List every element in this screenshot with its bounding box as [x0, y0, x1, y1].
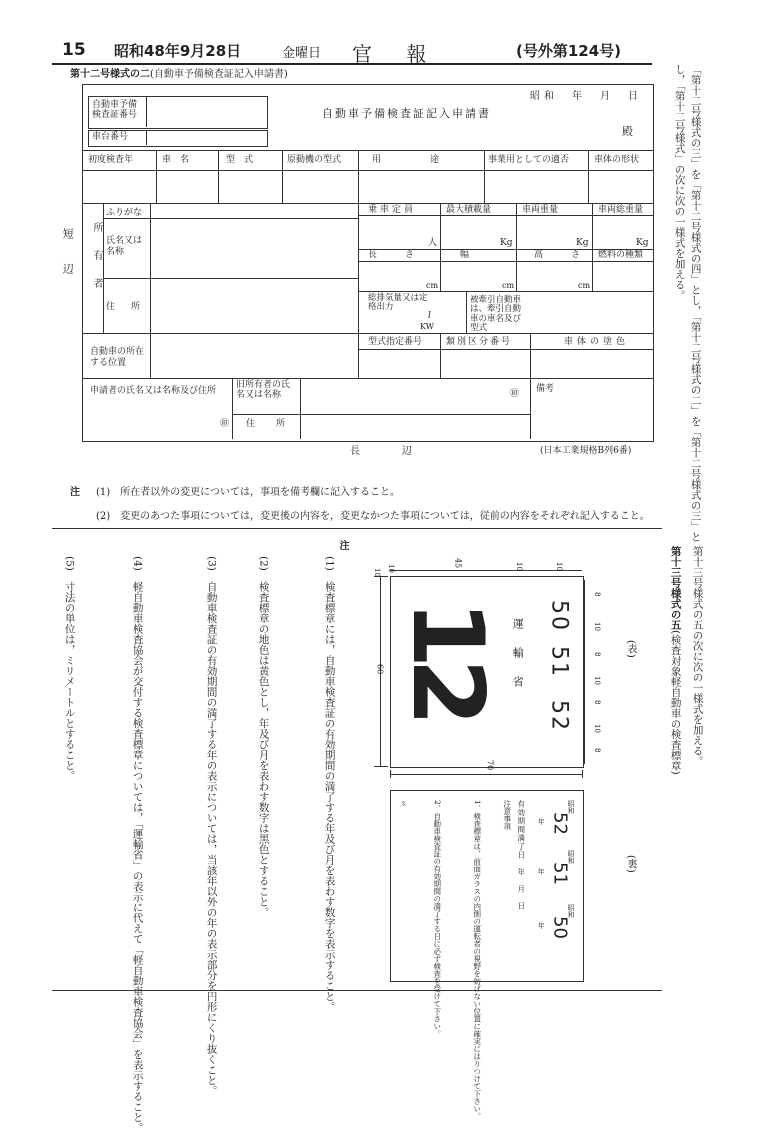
addressee: 殿 [622, 125, 633, 138]
issue-date: 昭和48年9月28日 [114, 42, 242, 60]
form13-note-5: (5) 寸法の単位は，ミリメートルとすること。 [63, 556, 76, 781]
location-label: 自動車の所在する位置 [90, 347, 145, 368]
spec-class-no: 類別区分番号 [446, 337, 513, 347]
back-year-1: 52 [549, 812, 571, 835]
form13-notes-label: 注 [337, 540, 348, 550]
chassis-label: 車台番号 [92, 132, 129, 142]
section-divider [52, 528, 662, 529]
owner-address-label: 住所 [106, 302, 157, 312]
prev-owner-seal: ㊞ [510, 389, 520, 399]
note-2: (2) 変更のあつた事項については，変更後の内容を，変更なかつた事項については，従前の内容をそれぞれ記入すること。 [96, 511, 650, 522]
margin-text-1: 「第十二号様式の三」を「第十二号様式の四」とし，「第十二号様式の二」を「第十二号様式の三」と [689, 64, 702, 542]
dim-height: 高さ [534, 250, 609, 260]
furigana-label: ふりがな [106, 208, 143, 218]
col-engine: 原動機の型式 [287, 155, 342, 165]
insp-no-label: 自動車予備検査証番号 [92, 100, 138, 120]
towed-label: 被牽引自動車は、牽引自動車の車名及び型式 [470, 295, 522, 334]
back-label: (裏) [625, 855, 636, 873]
sticker-big-number: 12 [390, 600, 504, 717]
sticker-year-1: 50 [546, 600, 572, 632]
short-side-label: 短辺 [61, 228, 75, 298]
paper-name: 官 報 [352, 42, 441, 66]
form-title: 自動車予備検査証記入申請書 [322, 107, 491, 120]
spec-color: 車体の塗色 [564, 337, 630, 347]
bottom-rule [52, 990, 662, 991]
form12-heading: 第十二号様式の二(自動車予備検査証記入申請書) [70, 69, 288, 80]
back-year-2: 51 [549, 862, 571, 885]
cap-seats: 乗車定員 [368, 205, 417, 215]
cap-weight: 車両重量 [522, 205, 559, 215]
header-rule [52, 63, 652, 65]
face-label: (表) [625, 640, 636, 658]
sticker-issuer: 運輸省 [511, 618, 525, 705]
col-body-shape: 車体の形状 [594, 155, 640, 165]
issue-number: (号外第124号) [516, 42, 622, 60]
back-year-3: 50 [549, 916, 571, 939]
col-first-insp: 初度検査年 [88, 155, 134, 165]
notes-label: 注 [70, 487, 80, 498]
sticker-year-3: 52 [546, 700, 572, 732]
dim-70-line [390, 774, 582, 775]
long-side-label: 長 辺 [350, 446, 428, 457]
form13-note-1: (1) 検査標章には，自動車検査証の有効期間の満了する年及び月を表わす数字を表示すること。 [323, 556, 336, 1012]
col-model: 型 式 [226, 155, 254, 165]
cap-gross: 車両総重量 [598, 205, 644, 215]
remarks-label: 備考 [536, 384, 555, 394]
form13-note-4: (4) 軽自動車検査協会が交付する検査標章については，「運輸省」の表示に代えて「軽自動車検査協会」を表示すること。 [131, 556, 144, 1133]
prev-owner-address: 住 所 [246, 419, 292, 429]
back-note-1: 1．検査標章は，前面ガラスの内側の運転者の視野を妨げない位置に確実にはりつけて下さい。 [472, 800, 482, 1120]
spec-model-no: 型式指定番号 [368, 337, 423, 347]
margin-text-2: し，「第十二号様式」の次に次の一様式を加える。 [673, 64, 686, 301]
dim-70: 70 [485, 760, 495, 771]
jis-size: (日本工業規格B列6番) [540, 446, 632, 456]
back-validity: 有効期間満了日 年 月 日 [516, 800, 526, 911]
date-label: 昭和 年 月 日 [530, 91, 642, 102]
col-use: 用 途 [372, 155, 460, 165]
form13-intro: 第十三号様式の五の次に次の一様式を加える。 [691, 546, 704, 767]
sticker-year-2: 51 [546, 646, 572, 678]
owner-label: 所有者 [91, 222, 102, 306]
form13-heading: 第十三号様式の五(検査対象軽自動車の検査標章) [669, 546, 682, 775]
dim-fuel: 燃料の種類 [598, 250, 644, 260]
cap-max-load: 最大積載量 [446, 205, 492, 215]
dim-width: 幅 [460, 250, 498, 260]
dim-60: 60 [375, 664, 385, 675]
col-business: 事業用としての適否 [488, 155, 570, 165]
owner-name-label: 氏名又は名称 [106, 236, 143, 257]
form13-note-3: (3) 自動車検査証の有効期間の満了する年の表示については，当該年以外の年の表示部分を円形にくり抜くこと。 [205, 556, 218, 1096]
page-number: 15 [62, 40, 86, 60]
form13-note-2: (2) 検査標章の地色は黄色とし，年及び月を表わす数字は黒色とすること。 [257, 556, 270, 918]
dim-length: 長さ [368, 250, 443, 260]
weekday: 金曜日 [282, 46, 322, 61]
prev-owner-label: 旧所有者の氏名又は名称 [236, 380, 291, 400]
col-make: 車 名 [162, 155, 190, 165]
back-note-2: 2．自動車検査証の有効期間の満了する日に必ず検査を受けて下さい。 [432, 800, 442, 1038]
applicant-seal: ㊞ [220, 419, 230, 429]
applicant-label: 申請者の氏名又は名称及び住所 [90, 386, 217, 396]
dim-45: 45 [453, 558, 463, 569]
note-1: (1) 所在者以外の変更については，事項を備考欄に記入すること。 [96, 487, 400, 498]
back-notes-title: 注意事項 [502, 800, 512, 830]
displacement-label: 総排気量又は定格出力 [368, 293, 428, 313]
